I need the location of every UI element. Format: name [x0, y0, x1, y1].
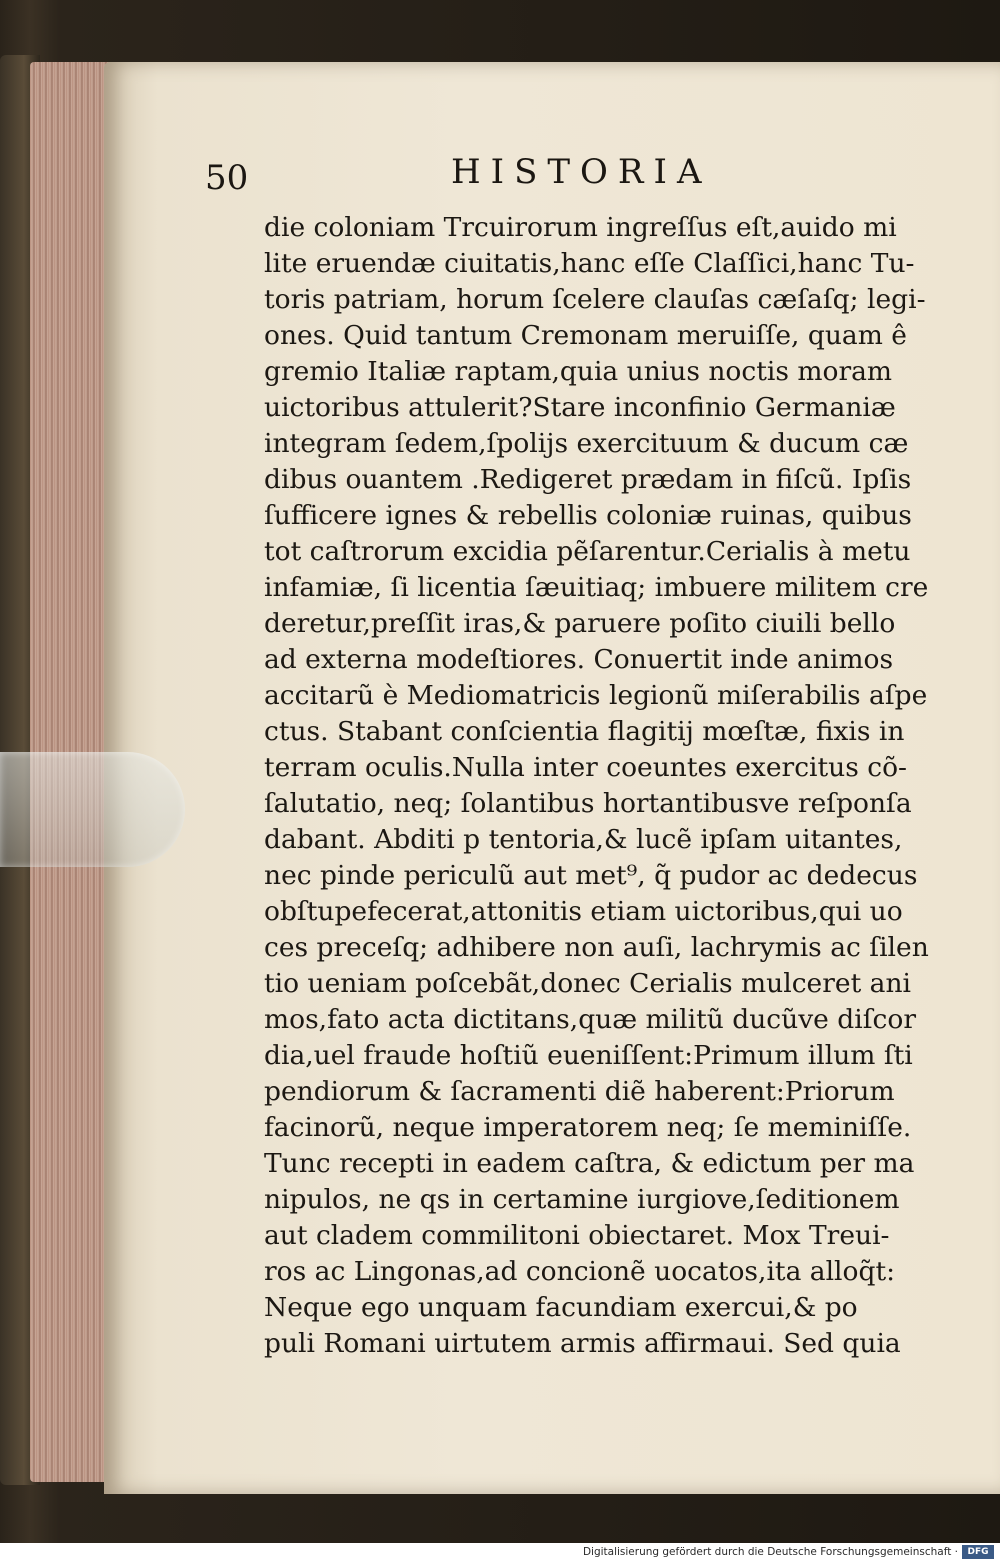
text-line: pendiorum & ſacramenti diẽ haberent:Priorum — [264, 1076, 895, 1107]
page-number: 50 — [205, 158, 249, 198]
text-line: ſufficere ignes & rebellis coloniæ ruinas, quibus — [264, 500, 912, 531]
text-line: ones. Quid tantum Cremonam meruiſſe, quam ê — [264, 320, 907, 351]
text-line: nipulos, ne qs in certamine iurgiove,ſeditionem — [264, 1184, 900, 1215]
text-line: uictoribus attulerit?Stare inconfinio Germaniæ — [264, 392, 896, 423]
text-line: die coloniam Trcuirorum ingreſſus eſt,auido mi — [264, 212, 897, 243]
text-line: gremio Italiæ raptam,quia unius noctis moram — [264, 356, 893, 387]
text-line: facinorũ, neque imperatorem neq; ſe meminiſſe. — [264, 1112, 912, 1143]
text-line: tot caſtrorum excidia pẽſarentur.Cerialis à metu — [264, 536, 911, 567]
text-line: ſalutatio, neq; ſolantibus hortantibusve reſponſa — [264, 788, 912, 819]
text-line: dia,uel fraude hoſtiũ eueniſſent:Primum illum ſti — [264, 1040, 913, 1071]
text-line: deretur,preſſit iras,& paruere poſito ciuili bello — [264, 608, 896, 639]
text-line: dabant. Abditi p tentoria,& lucẽ ipſam uitantes, — [264, 824, 903, 855]
text-line: lite eruendæ ciuitatis,hanc eſſe Claſſici,hanc Tu- — [264, 248, 915, 279]
text-line: accitarũ è Mediomatricis legionũ miſerabilis aſpe — [264, 680, 928, 711]
running-title: HISTORIA — [451, 152, 712, 192]
text-line: obſtupefecerat,attonitis etiam uictoribus,qui uo — [264, 896, 903, 927]
text-line: mos,fato acta dictitans,quæ militũ ducũve diſcor — [264, 1004, 916, 1035]
text-line: toris patriam, horum ſcelere clauſas cæſaſq; legi- — [264, 284, 926, 315]
footer-credit: Digitalisierung gefördert durch die Deutsche Forschungsgemeinschaft · — [582, 1546, 958, 1558]
text-line: tio ueniam poſcebãt,donec Cerialis mulceret ani — [264, 968, 911, 999]
bookmark-clip — [0, 752, 185, 867]
text-line: ros ac Lingonas,ad concionẽ uocatos,ita alloq̃t: — [264, 1256, 896, 1287]
text-line: ctus. Stabant conſcientia flagitij mœſtæ, fixis in — [264, 716, 905, 747]
text-line: Neque ego unquam facundiam exercui,& po — [264, 1292, 858, 1323]
text-line: aut cladem commilitoni obiectaret. Mox Treui- — [264, 1220, 890, 1251]
text-line: ces preceſq; adhibere non auſi, lachrymis ac ſilen — [264, 932, 929, 963]
text-line: terram oculis.Nulla inter coeuntes exercitus cõ- — [264, 752, 908, 783]
text-line: integram ſedem,ſpolijs exercituum & ducum cæ — [264, 428, 909, 459]
text-line: nec pinde periculũ aut met⁹, q̃ pudor ac dedecus — [264, 860, 918, 891]
text-line: puli Romani uirtutem armis affirmaui. Sed quia — [264, 1328, 901, 1359]
text-line: infamiæ, ſi licentia ſæuitiaq; imbuere militem cre — [264, 572, 929, 603]
text-line: ad externa modeſtiores. Conuertit inde animos — [264, 644, 894, 675]
text-line: Tunc recepti in eadem caſtra, & edictum per ma — [264, 1148, 915, 1179]
text-line: dibus ouantem .Redigeret prædam in fiſcũ. Ipſis — [264, 464, 912, 495]
dfg-logo-icon: DFG — [962, 1545, 994, 1559]
text-block — [264, 210, 934, 1362]
